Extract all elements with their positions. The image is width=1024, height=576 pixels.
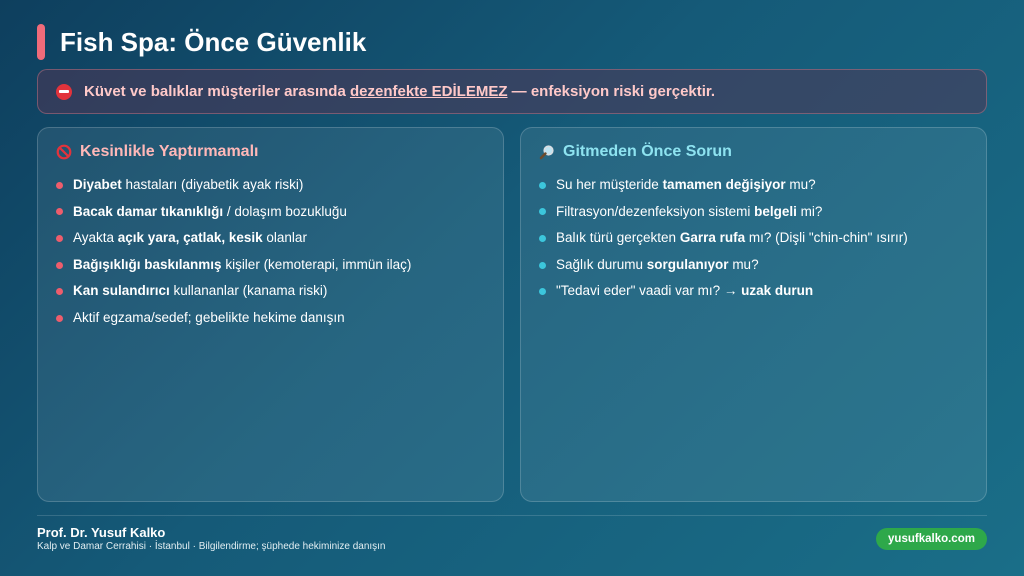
warning-text-after: — enfeksiyon riski gerçektir. bbox=[507, 83, 716, 100]
list-item bbox=[56, 252, 411, 279]
list-item-rest: / dolaşım bozukluğu bbox=[223, 203, 347, 219]
list-item-emphasis: Kan sulandırıcı bbox=[73, 283, 170, 299]
list-item bbox=[539, 278, 908, 305]
list-item-emphasis: tamamen değişiyor bbox=[662, 177, 786, 192]
author-subtitle: Kalp ve Damar Cerrahisi · İstanbul · Bilgilendirme; şüphede hekiminize danışın bbox=[37, 541, 386, 552]
list-item-rest: kişiler (kemoterapi, immün ilaç) bbox=[221, 256, 412, 272]
list-item-emphasis: belgeli bbox=[754, 203, 797, 219]
author-name: Prof. Dr. Yusuf Kalko bbox=[37, 525, 166, 540]
list-item-text bbox=[73, 172, 303, 199]
list-item-pre: Balık türü gerçekten bbox=[556, 230, 680, 246]
page-title: Fish Spa: Önce Güvenlik bbox=[60, 27, 367, 57]
list-item-emphasis: Diyabet bbox=[73, 177, 122, 192]
website-badge[interactable]: yusufkalko.com bbox=[876, 528, 987, 550]
list-item bbox=[56, 172, 411, 199]
list-item bbox=[56, 199, 411, 226]
list-item bbox=[56, 278, 411, 305]
warning-emphasis-link[interactable]: dezenfekte EDİLEMEZ bbox=[349, 83, 508, 100]
list-item-text bbox=[556, 278, 813, 305]
list-item-emphasis: Bacak damar tıkanıklığı bbox=[73, 203, 224, 219]
list-item bbox=[539, 172, 908, 199]
bullet-dot-icon bbox=[539, 235, 546, 242]
questions-card bbox=[520, 127, 987, 502]
bullet-dot-icon bbox=[56, 315, 63, 322]
contraindications-title-text: Kesinlikle Yaptırmamalı bbox=[80, 143, 259, 160]
bullet-dot-icon bbox=[539, 182, 546, 189]
list-item-text bbox=[556, 199, 822, 226]
warning-text-before: Küvet ve balıklar müşteriler arasında bbox=[84, 83, 350, 100]
warning-banner bbox=[37, 69, 987, 114]
list-item-text bbox=[556, 172, 816, 199]
list-item-pre: Su her müşteride bbox=[556, 177, 663, 192]
list-item-emphasis: Garra rufa bbox=[679, 230, 746, 246]
list-item-text bbox=[556, 225, 908, 252]
list-item-rest: mu? bbox=[785, 177, 816, 192]
bullet-dot-icon bbox=[56, 262, 63, 269]
questions-title-text: Gitmeden Önce Sorun bbox=[563, 143, 732, 160]
list-item-emphasis: açık yara, çatlak, kesik bbox=[117, 230, 263, 246]
list-item bbox=[539, 252, 908, 279]
bullet-dot-icon bbox=[56, 235, 63, 242]
list-item-text bbox=[73, 305, 345, 332]
list-item-pre: Sağlık durumu bbox=[556, 256, 647, 272]
bullet-dot-icon bbox=[56, 208, 63, 215]
title-accent-bar bbox=[37, 24, 45, 60]
questions-title bbox=[539, 143, 732, 161]
bullet-dot-icon bbox=[539, 262, 546, 269]
prohibited-icon bbox=[56, 144, 72, 160]
list-item-text bbox=[73, 199, 347, 226]
contraindications-card bbox=[37, 127, 504, 502]
no-entry-icon bbox=[56, 84, 72, 100]
list-item bbox=[539, 199, 908, 226]
footer-divider bbox=[37, 515, 987, 516]
warning-text bbox=[84, 83, 715, 100]
list-item-text bbox=[556, 252, 759, 279]
list-item bbox=[539, 225, 908, 252]
bullet-dot-icon bbox=[539, 288, 546, 295]
list-item-emphasis: sorgulanıyor bbox=[646, 256, 729, 272]
list-item-pre: "Tedavi eder" vaadi var mı? → bbox=[556, 283, 742, 299]
list-item-pre: Filtrasyon/dezenfeksiyon sistemi bbox=[556, 203, 755, 219]
list-item bbox=[56, 225, 411, 252]
list-item bbox=[56, 305, 411, 332]
list-item-rest: mı? (Dişli "chin-chin" ısırır) bbox=[745, 230, 908, 246]
questions-list bbox=[539, 172, 908, 305]
contraindications-list bbox=[56, 172, 411, 332]
contraindications-title bbox=[56, 143, 258, 161]
list-item-text bbox=[73, 225, 307, 252]
bullet-dot-icon bbox=[539, 208, 546, 215]
list-item-pre: Ayakta bbox=[73, 230, 118, 246]
list-item-rest: kullananlar (kanama riski) bbox=[169, 283, 328, 299]
list-item-emphasis: uzak durun bbox=[741, 283, 814, 299]
list-item-rest: olanlar bbox=[262, 230, 307, 246]
bullet-dot-icon bbox=[56, 182, 63, 189]
bullet-dot-icon bbox=[56, 288, 63, 295]
list-item-text bbox=[73, 278, 327, 305]
list-item-rest: mu? bbox=[728, 256, 759, 272]
list-item-emphasis: Bağışıklığı baskılanmış bbox=[73, 256, 222, 272]
list-item-rest: mi? bbox=[796, 203, 823, 219]
list-item-rest: Aktif egzama/sedef; gebelikte hekime danışın bbox=[73, 309, 345, 325]
magnifier-icon bbox=[539, 144, 555, 160]
list-item-rest: hastaları (diyabetik ayak riski) bbox=[121, 177, 304, 192]
list-item-text bbox=[73, 252, 411, 279]
